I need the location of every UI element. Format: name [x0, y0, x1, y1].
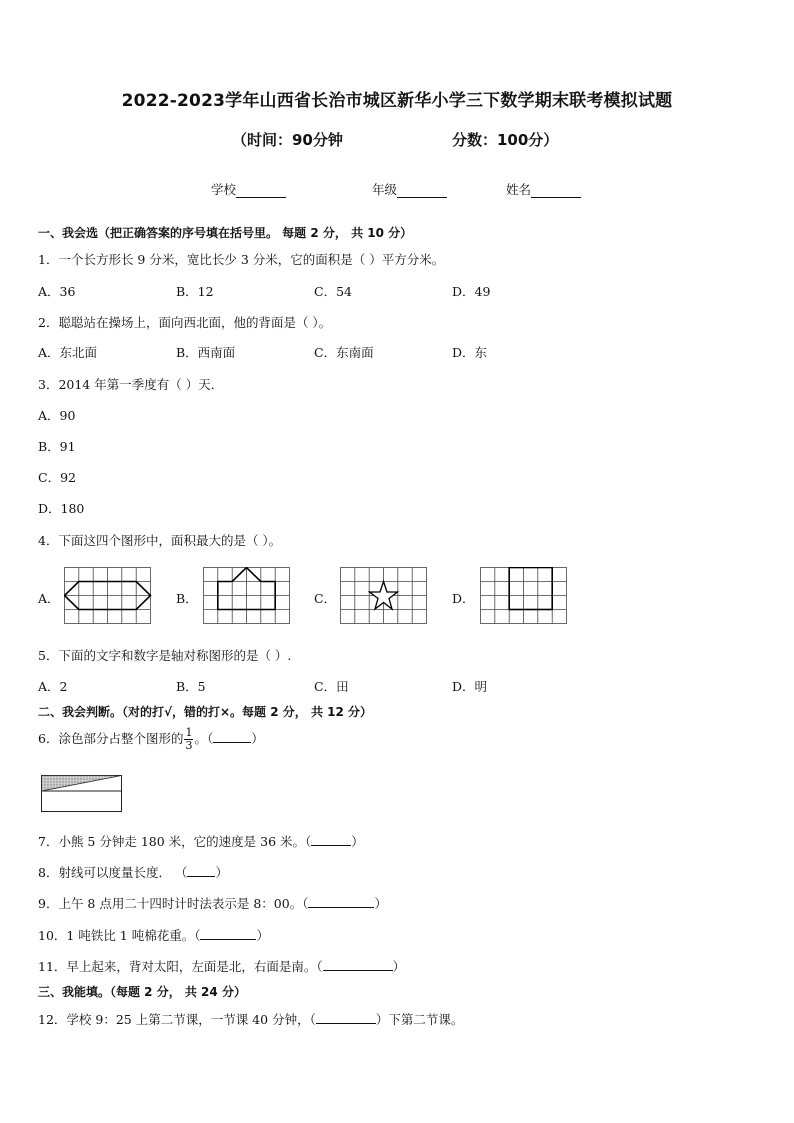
q4-option-d[interactable]: D．	[452, 591, 475, 606]
question-11	[38, 957, 405, 975]
name-field[interactable]	[506, 180, 581, 198]
q6-text: 6．涂色部分占整个图形的	[38, 731, 184, 746]
q10-answer-blank[interactable]	[200, 927, 256, 940]
q1-option-b[interactable]: B．12	[176, 284, 214, 299]
question-10	[38, 926, 269, 944]
q9-answer-blank[interactable]	[308, 895, 374, 908]
q1-option-d[interactable]: D．49	[452, 284, 491, 299]
grade-field[interactable]	[372, 180, 447, 198]
q5-option-d[interactable]: D．明	[452, 679, 488, 694]
exam-time: （时间：90分钟	[232, 131, 343, 149]
section-3-heading: 三、我能填。（每题 2 分， 共 24 分）	[38, 985, 246, 999]
school-label: 学校	[211, 182, 237, 197]
question-5: 5．下面的文字和数字是轴对称图形的是（ ）.	[38, 648, 292, 663]
q4-figure-a	[64, 567, 152, 625]
q2-option-a[interactable]: A．东北面	[38, 345, 98, 360]
grade-blank[interactable]	[397, 183, 447, 198]
q6-answer-blank[interactable]	[213, 730, 251, 743]
q8-paren-close: ）	[215, 865, 228, 880]
school-field[interactable]	[211, 180, 286, 198]
q1-option-c[interactable]: C．54	[314, 284, 352, 299]
question-4: 4．下面这四个图形中，面积最大的是（ ）。	[38, 533, 282, 548]
q6-figure	[41, 775, 123, 813]
section-2-heading: 二、我会判断。（对的打√，错的打×。每题 2 分， 共 12 分）	[38, 705, 372, 719]
q4-figure-c	[340, 567, 428, 625]
q6-paren-open: 。（	[194, 731, 214, 746]
q3-option-a[interactable]: A．90	[38, 408, 76, 423]
name-blank[interactable]	[531, 183, 581, 198]
question-7	[38, 832, 364, 850]
q4-figure-d	[480, 567, 568, 625]
q9-text: 9．上午 8 点用二十四时计时法表示是 8：00。（	[38, 896, 309, 911]
q8-answer-blank[interactable]	[187, 864, 215, 877]
q7-text: 7．小熊 5 分钟走 180 米，它的速度是 36 米。（	[38, 834, 312, 849]
q8-text: 8．射线可以度量长度． （	[38, 865, 188, 880]
question-12	[38, 1010, 463, 1028]
q3-option-c[interactable]: C．92	[38, 470, 76, 485]
q11-paren-close: ）	[392, 959, 406, 974]
question-8	[38, 863, 228, 881]
grade-label: 年级	[372, 182, 398, 197]
q11-answer-blank[interactable]	[323, 958, 393, 971]
q6-fraction-denominator: 3	[185, 739, 193, 752]
question-2: 2．聪聪站在操场上，面向西北面，他的背面是（ ）。	[38, 315, 332, 330]
q12-text: 12．学校 9：25 上第二节课，一节课 40 分钟，（	[38, 1012, 316, 1027]
q6-fraction-numerator: 1	[185, 726, 193, 739]
question-6	[38, 727, 264, 752]
q12-text-after: ）下第二节课。	[375, 1012, 464, 1027]
q1-option-a[interactable]: A．36	[38, 284, 76, 299]
q4-option-a[interactable]: A．	[38, 591, 60, 606]
q6-paren-close: ）	[251, 731, 264, 746]
q7-paren-close: ）	[351, 834, 364, 849]
q10-paren-close: ）	[256, 928, 269, 943]
section-1-heading: 一、我会选（把正确答案的序号填在括号里。 每题 2 分， 共 10 分）	[38, 226, 413, 240]
q11-text: 11．早上起来，背对太阳，左面是北，右面是南。（	[38, 959, 323, 974]
school-blank[interactable]	[236, 183, 286, 198]
q10-text: 10．1 吨铁比 1 吨棉花重。（	[38, 928, 201, 943]
q12-answer-blank[interactable]	[316, 1011, 376, 1024]
q2-option-c[interactable]: C．东南面	[314, 345, 374, 360]
question-9	[38, 894, 387, 912]
q3-option-b[interactable]: B．91	[38, 439, 76, 454]
name-label: 姓名	[506, 182, 532, 197]
q5-option-a[interactable]: A．2	[38, 679, 68, 694]
q4-option-b[interactable]: B．	[176, 591, 198, 606]
q4-option-c[interactable]: C．	[314, 591, 337, 606]
q5-option-c[interactable]: C．田	[314, 679, 349, 694]
q7-answer-blank[interactable]	[311, 833, 351, 846]
exam-score: 分数：100分）	[452, 131, 559, 149]
page-title: 2022-2023学年山西省长治市城区新华小学三下数学期末联考模拟试题	[121, 91, 673, 111]
q6-fraction	[184, 727, 193, 752]
q3-option-d[interactable]: D．180	[38, 501, 85, 516]
question-3: 3．2014 年第一季度有（ ）天．	[38, 377, 224, 392]
q4-figure-b	[203, 567, 291, 625]
q2-option-d[interactable]: D．东	[452, 345, 488, 360]
q9-paren-close: ）	[374, 896, 387, 911]
question-1: 1．一个长方形长 9 分米，宽比长少 3 分米，它的面积是（ ）平方分米。	[38, 252, 445, 267]
q2-option-b[interactable]: B．西南面	[176, 345, 236, 360]
q5-option-b[interactable]: B．5	[176, 679, 206, 694]
